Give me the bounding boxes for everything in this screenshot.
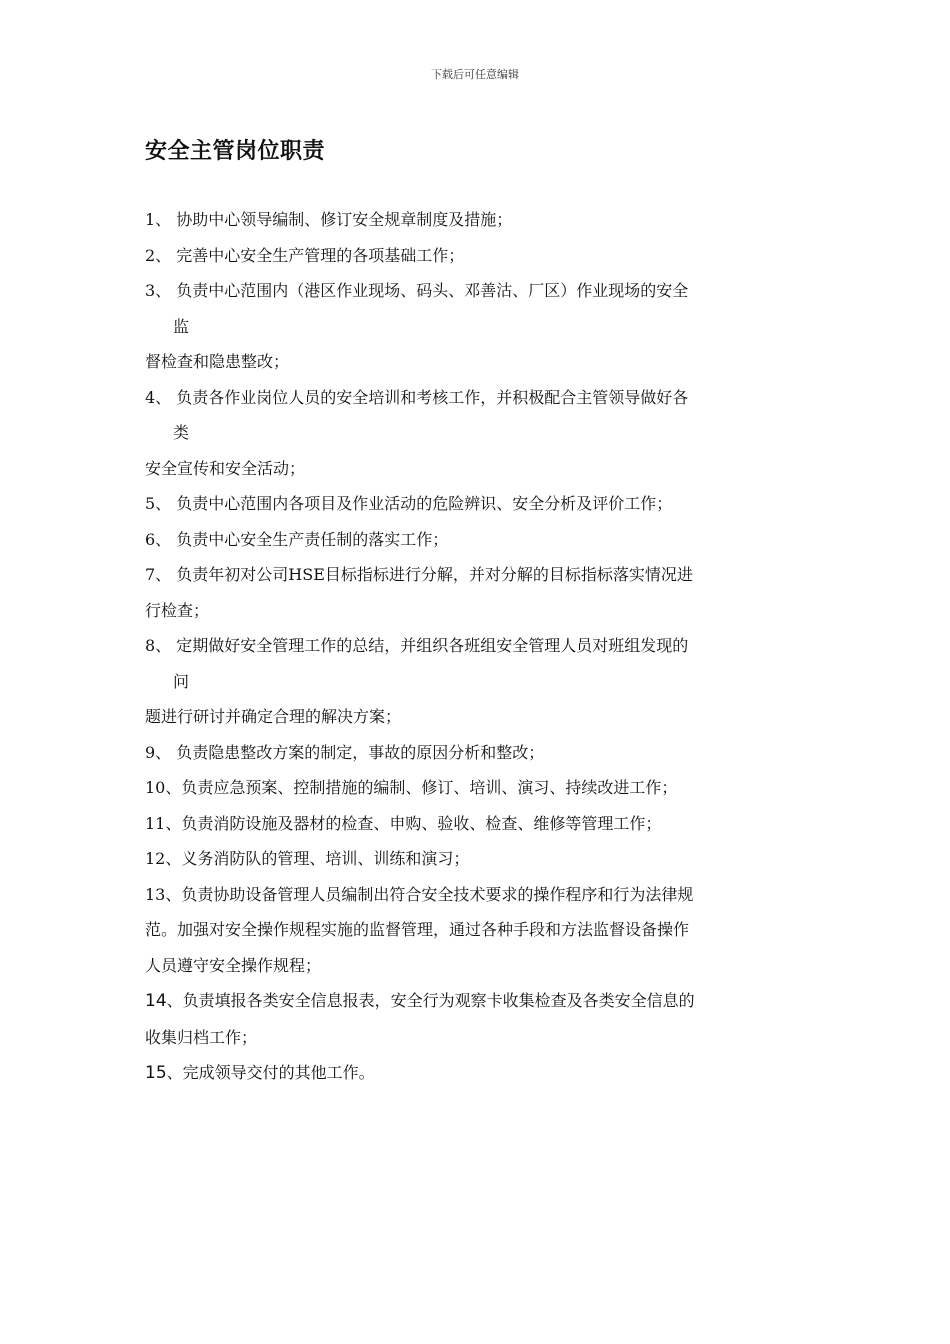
list-item bbox=[145, 735, 809, 771]
item-text: 负责各作业岗位人员的安全培训和考核工作，并积极配合主管领导做好各 bbox=[171, 387, 689, 407]
item-text: 负责中心安全生产责任制的落实工作； bbox=[171, 529, 449, 549]
item-number: 9、 bbox=[145, 742, 172, 762]
item-text: 负责中心范围内各项目及作业活动的危险辨识、安全分析及评价工作； bbox=[171, 494, 673, 513]
item-line-3: 人员遵守安全操作规程； bbox=[145, 955, 322, 975]
list-item bbox=[145, 841, 809, 877]
item-number: 11、 bbox=[145, 813, 182, 833]
list-item bbox=[145, 628, 809, 735]
item-number: 13、 bbox=[145, 884, 182, 904]
item-continuation: 监 bbox=[173, 316, 190, 336]
list-item bbox=[145, 806, 809, 842]
item-number: 7、 bbox=[145, 565, 172, 584]
item-tail: 安全宣传和安全活动； bbox=[145, 458, 306, 478]
item-text: 协助中心领导编制、修订安全规章制度及措施； bbox=[171, 210, 513, 229]
item-text: 定期做好安全管理工作的总结，并组织各班组安全管理人员对班组发现的 bbox=[171, 636, 689, 655]
list-item bbox=[145, 273, 809, 380]
item-text: 负责协助设备管理人员编制出符合安全技术要求的操作程序和行为法律规 bbox=[181, 884, 694, 904]
page-title: 安全主管岗位职责 bbox=[145, 139, 326, 164]
item-text: 义务消防队的管理、培训、训练和演习； bbox=[181, 849, 470, 868]
item-text: 负责应急预案、控制措施的编制、修订、培训、演习、持续改进工作； bbox=[181, 778, 678, 797]
list-item bbox=[145, 522, 809, 558]
list-item bbox=[145, 770, 809, 806]
item-number: 10、 bbox=[145, 778, 182, 797]
list-item bbox=[145, 238, 809, 274]
item-continuation: 问 bbox=[173, 671, 190, 691]
item-number: 3、 bbox=[145, 281, 172, 300]
item-number: 8、 bbox=[145, 636, 172, 655]
item-continuation: 类 bbox=[173, 423, 190, 442]
item-number: 14 bbox=[145, 991, 167, 1011]
item-text: 负责隐患整改方案的制定，事故的原因分析和整改； bbox=[171, 742, 545, 762]
item-number: 5、 bbox=[145, 494, 172, 513]
item-number: 1、 bbox=[145, 210, 172, 229]
list-item bbox=[145, 380, 809, 487]
item-text: 、负责填报各类安全信息报表，安全行为观察卡收集检查及各类安全信息的 bbox=[166, 991, 695, 1010]
item-number: 15 bbox=[145, 1063, 167, 1083]
item-number: 4、 bbox=[145, 387, 172, 407]
list-item bbox=[145, 557, 809, 628]
list-item bbox=[145, 202, 809, 238]
item-text: 负责年初对公司HSE目标指标进行分解，并对分解的目标指标落实情况进 bbox=[171, 565, 693, 584]
item-tail: 行检查； bbox=[145, 600, 210, 620]
item-tail: 收集归档工作； bbox=[145, 1027, 258, 1047]
list-item bbox=[145, 983, 809, 1055]
item-number: 6、 bbox=[145, 529, 172, 549]
item-tail: 督检查和隐患整改； bbox=[145, 352, 290, 371]
item-text: 完善中心安全生产管理的各项基础工作； bbox=[171, 245, 465, 265]
item-line-2: 范。加强对安全操作规程实施的监督管理，通过各种手段和方法监督设备操作 bbox=[145, 920, 690, 939]
item-text: 负责中心范围内（港区作业现场、码头、邓善沽、厂区）作业现场的安全 bbox=[171, 281, 689, 300]
item-tail: 题进行研讨并确定合理的解决方案； bbox=[145, 707, 402, 726]
list-item bbox=[145, 1055, 809, 1092]
header-note: 下载后可任意编辑 bbox=[431, 68, 519, 81]
item-number: 12、 bbox=[145, 849, 182, 868]
list-item bbox=[145, 877, 809, 984]
item-text: 负责消防设施及器材的检查、申购、验收、检查、维修等管理工作； bbox=[181, 813, 662, 833]
item-number: 2、 bbox=[145, 245, 172, 265]
list-item bbox=[145, 486, 809, 522]
duty-list bbox=[145, 202, 809, 1092]
item-text: 、完成领导交付的其他工作。 bbox=[166, 1063, 375, 1082]
